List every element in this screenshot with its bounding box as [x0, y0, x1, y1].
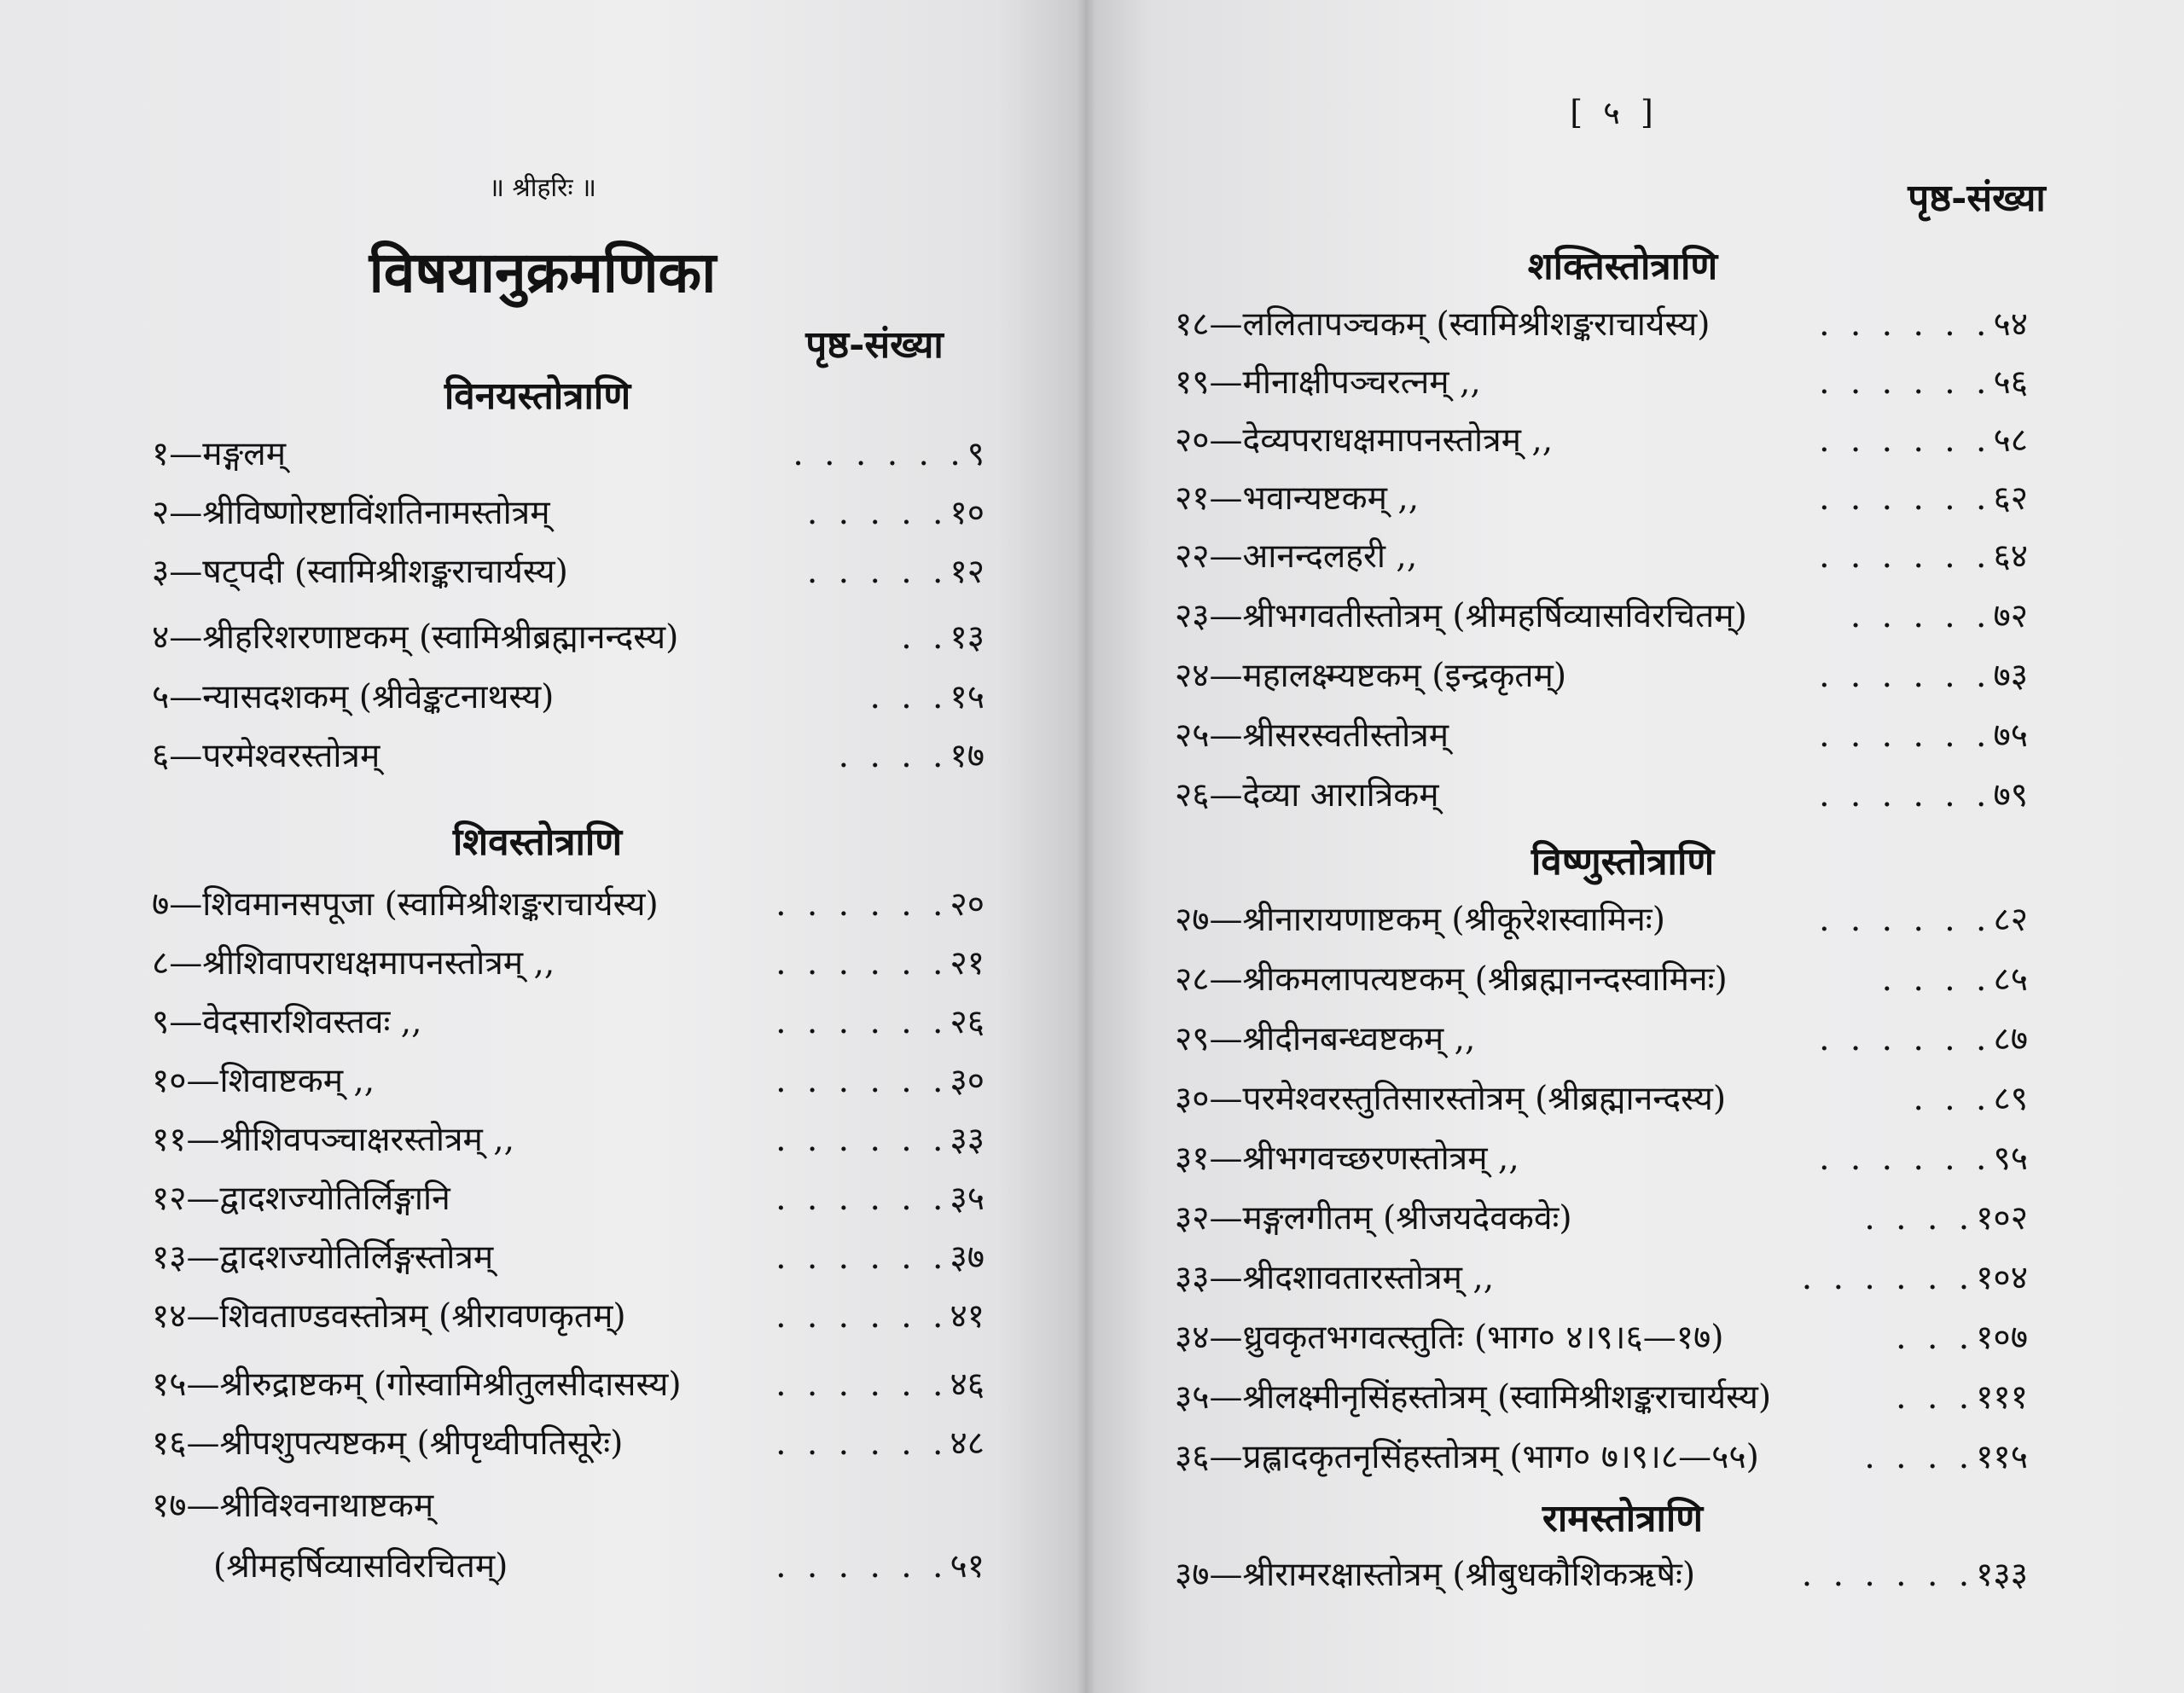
entry-title: २४—महालक्ष्म्यष्टकम् (इन्द्रकृतम्) — [1175, 657, 1567, 695]
entry-page: ६४ — [1993, 537, 2028, 576]
entry-page: १०४ — [1976, 1259, 2028, 1297]
toc-entry[interactable]: ३३—श्रीदशावतारस्तोत्रम् ,, . . . . . .१०४ — [1175, 1252, 2028, 1305]
entry-page: ८५ — [1993, 960, 2028, 999]
toc-entry[interactable]: १२—द्वादशज्योतिर्लिङ्गानि . . . . . .३५ — [152, 1173, 985, 1226]
entry-page: १० — [950, 494, 985, 532]
toc-entry[interactable]: २६—देव्या आरात्रिकम् . . . . . .७९ — [1175, 769, 2028, 822]
entry-title: ३१—श्रीभगवच्छरणस्तोत्रम् ,, — [1175, 1139, 1519, 1178]
toc-entry[interactable]: ८—श्रीशिवापराधक्षमापनस्तोत्रम् ,, . . . . . .२१ — [152, 937, 985, 990]
toc-entry[interactable]: २१—भवान्यष्टकम् ,, . . . . . .६२ — [1175, 473, 2028, 525]
toc-entry[interactable]: ९—वेदसारशिवस्तवः ,, . . . . . .२६ — [152, 996, 985, 1049]
entry-page: ११५ — [1976, 1438, 2028, 1476]
entry-page: ५६ — [1993, 363, 2028, 402]
entry-page: ७२ — [1993, 597, 2028, 635]
entry-title: २१—भवान्यष्टकम् ,, — [1175, 479, 1420, 518]
entry-page: १११ — [1976, 1378, 2028, 1417]
entry-title: ३४—ध्रुवकृतभगवत्स्तुतिः (भाग० ४।९।६—१७) — [1175, 1319, 1724, 1357]
entry-title: १७—श्रीविश्वनाथाष्टकम् — [152, 1487, 434, 1525]
entry-title: ११—श्रीशिवपञ्चाक्षरस्तोत्रम् ,, — [152, 1121, 515, 1159]
toc-entry[interactable]: १०—शिवाष्टकम् ,, . . . . . .३० — [152, 1055, 985, 1108]
entry-title: १५—श्रीरुद्राष्टकम् (गोस्वामिश्रीतुलसीदासस्य) — [152, 1365, 682, 1404]
entry-title: (श्रीमहर्षिव्यासविरचितम्) — [213, 1547, 508, 1586]
entry-title: ३३—श्रीदशावतारस्तोत्रम् ,, — [1175, 1259, 1495, 1297]
section-heading: रामस्तोत्राणि — [1542, 1497, 1704, 1540]
toc-entry[interactable]: २४—महालक्ष्म्यष्टकम् (इन्द्रकृतम्) . . . . . .७३ — [1175, 650, 2028, 703]
entry-page: ८२ — [1993, 901, 2028, 939]
entry-title: २२—आनन्दलहरी ,, — [1175, 537, 1418, 576]
section-heading: शक्तिस्तोत्राणि — [1527, 245, 1718, 288]
entry-page: ४८ — [950, 1424, 985, 1463]
entry-title: ७—शिवमानसपूजा (स्वामिश्रीशङ्कराचार्यस्य) — [152, 885, 659, 924]
entry-title: २८—श्रीकमलापत्यष्टकम् (श्रीब्रह्मानन्दस्वामिनः) — [1175, 960, 1728, 999]
entry-title: ६—परमेश्वरस्तोत्रम् — [152, 737, 380, 775]
toc-entry[interactable]: ३७—श्रीरामरक्षास्तोत्रम् (श्रीबुधकौशिकऋषेः) . . . . . .१३३ — [1175, 1549, 2028, 1602]
toc-entry[interactable]: २८—श्रीकमलापत्यष्टकम् (श्रीब्रह्मानन्दस्वामिनः) . . . .८५ — [1175, 954, 2028, 1006]
left-page — [0, 0, 1085, 1693]
section-heading: विष्णुस्तोत्राणि — [1531, 840, 1715, 884]
entry-page: ९५ — [1993, 1139, 2028, 1178]
entry-title: ३०—परमेश्वरस्तुतिसारस्तोत्रम् (श्रीब्रह्मानन्दस्य) — [1175, 1080, 1727, 1118]
entry-title: ३२—मङ्गलगीतम् (श्रीजयदेवकवेः) — [1175, 1199, 1572, 1238]
toc-entry[interactable]: ३६—प्रह्लादकृतनृसिंहस्तोत्रम् (भाग० ७।९।८—५५) . . . .११५ — [1175, 1431, 2028, 1484]
page-number-heading: पृष्ठ-संख्या — [805, 323, 944, 367]
book-gutter — [1077, 0, 1095, 1693]
toc-entry[interactable]: २३—श्रीभगवतीस्तोत्रम् (श्रीमहर्षिव्यासविरचितम्) . . . . .७२ — [1175, 590, 2028, 643]
entry-title: १२—द्वादशज्योतिर्लिङ्गानि — [152, 1180, 450, 1218]
entry-title: १४—शिवताण्डवस्तोत्रम् (श्रीरावणकृतम्) — [152, 1297, 626, 1336]
toc-entry[interactable]: १९—मीनाक्षीपञ्चरत्नम् ,, . . . . . .५६ — [1175, 357, 2028, 409]
entry-title: ३—षट्पदी (स्वामिश्रीशङ्कराचार्यस्य) — [152, 553, 568, 591]
toc-entry[interactable]: २२—आनन्दलहरी ,, . . . . . .६४ — [1175, 531, 2028, 583]
toc-entry[interactable]: ३१—श्रीभगवच्छरणस्तोत्रम् ,, . . . . . .९५ — [1175, 1133, 2028, 1186]
toc-entry[interactable]: ४—श्रीहरिशरणाष्टकम् (स्वामिश्रीब्रह्मानन्दस्य) . .१३ — [152, 612, 985, 664]
section-heading: विनयस्तोत्राणि — [444, 374, 631, 418]
entry-page: ६२ — [1993, 479, 2028, 518]
entry-page: २० — [950, 885, 985, 924]
entry-page: ३३ — [950, 1121, 985, 1159]
toc-entry[interactable]: २०—देव्यपराधक्षमापनस्तोत्रम् ,, . . . . . .५८ — [1175, 415, 2028, 467]
toc-entry[interactable]: ३०—परमेश्वरस्तुतिसारस्तोत्रम् (श्रीब्रह्मानन्दस्य) . . .८९ — [1175, 1073, 2028, 1126]
toc-entry[interactable]: १—मङ्गलम् . . . . . .९ — [152, 428, 985, 481]
toc-entry[interactable] — [152, 1480, 985, 1533]
toc-entry[interactable]: (श्रीमहर्षिव्यासविरचितम्) . . . . . .५१ — [213, 1540, 985, 1593]
entry-page: २१ — [950, 944, 985, 983]
entry-title: १—मङ्गलम् — [152, 435, 287, 473]
entry-title: २६—देव्या आरात्रिकम् — [1175, 776, 1439, 815]
entry-title: २५—श्रीसरस्वतीस्तोत्रम् — [1175, 716, 1449, 755]
entry-page: ५८ — [1993, 421, 2028, 460]
entry-title: २७—श्रीनारायणाष्टकम् (श्रीकूरेशस्वामिनः) — [1175, 901, 1665, 939]
toc-entry[interactable]: २९—श्रीदीनबन्ध्वष्टकम् ,, . . . . . .८७ — [1175, 1013, 2028, 1066]
entry-title: १८—ललितापञ्चकम् (स्वामिश्रीशङ्कराचार्यस्य) — [1175, 305, 1711, 344]
entry-title: ३६—प्रह्लादकृतनृसिंहस्तोत्रम् (भाग० ७।९।८—५५) — [1175, 1438, 1759, 1476]
entry-page: ९ — [967, 435, 985, 473]
page-title: विषयानुक्रमणिका — [369, 239, 717, 305]
page-number: [ ५ ] — [1570, 94, 1658, 131]
entry-title: ९—वेदसारशिवस्तवः ,, — [152, 1003, 422, 1041]
entry-title: ५—न्यासदशकम् (श्रीवेङ्कटनाथस्य) — [152, 678, 555, 716]
entry-page: १३३ — [1976, 1556, 2028, 1594]
entry-title: २३—श्रीभगवतीस्तोत्रम् (श्रीमहर्षिव्यासविरचितम्) — [1175, 597, 1747, 635]
entry-page: ३७ — [950, 1238, 985, 1277]
entry-title: १६—श्रीपशुपत्यष्टकम् (श्रीपृथ्वीपतिसूरेः) — [152, 1424, 624, 1463]
entry-page: २६ — [950, 1003, 985, 1041]
entry-page: १०२ — [1976, 1199, 2028, 1238]
toc-entry[interactable]: १६—श्रीपशुपत्यष्टकम् (श्रीपृथ्वीपतिसूरेः) . . . . . .४८ — [152, 1418, 985, 1470]
entry-title: १३—द्वादशज्योतिर्लिङ्गस्तोत्रम् — [152, 1238, 494, 1277]
section-heading: शिवस्तोत्राणि — [452, 820, 623, 864]
entry-title: २—श्रीविष्णोरष्टाविंशतिनामस्तोत्रम् — [152, 494, 550, 532]
toc-entry[interactable]: ५—न्यासदशकम् (श्रीवेङ्कटनाथस्य) . . .१५ — [152, 671, 985, 724]
toc-entry[interactable]: २—श्रीविष्णोरष्टाविंशतिनामस्तोत्रम् . . . . .१० — [152, 487, 985, 540]
toc-entry[interactable]: १५—श्रीरुद्राष्टकम् (गोस्वामिश्रीतुलसीदासस्य) . . . . . .४६ — [152, 1359, 985, 1412]
toc-entry[interactable]: २७—श्रीनारायणाष्टकम् (श्रीकूरेशस्वामिनः) . . . . . .८२ — [1175, 894, 2028, 947]
entry-title: ४—श्रीहरिशरणाष्टकम् (स्वामिश्रीब्रह्मानन्दस्य) — [152, 618, 679, 657]
entry-page: ५४ — [1993, 305, 2028, 344]
entry-page: ३५ — [950, 1180, 985, 1218]
entry-page: ४१ — [950, 1297, 985, 1336]
entry-page: ८७ — [1993, 1020, 2028, 1058]
entry-title: १०—शिवाष्टकम् ,, — [152, 1062, 375, 1100]
entry-title: ३५—श्रीलक्ष्मीनृसिंहस्तोत्रम् (स्वामिश्रीशङ्कराचार्यस्य) — [1175, 1378, 1772, 1417]
entry-page: ७९ — [1993, 776, 2028, 815]
entry-page: ५१ — [950, 1547, 985, 1586]
entry-page: १३ — [950, 618, 985, 657]
entry-title: १९—मीनाक्षीपञ्चरत्नम् ,, — [1175, 363, 1481, 402]
toc-entry[interactable]: ११—श्रीशिवपञ्चाक्षरस्तोत्रम् ,, . . . . . .३३ — [152, 1114, 985, 1167]
right-page — [1085, 0, 2184, 1693]
toc-entry[interactable]: ३४—ध्रुवकृतभगवत्स्तुतिः (भाग० ४।९।६—१७) . . .१०७ — [1175, 1312, 2028, 1365]
toc-entry[interactable]: १३—द्वादशज्योतिर्लिङ्गस्तोत्रम् . . . . . .३७ — [152, 1232, 985, 1284]
entry-page: १७ — [950, 737, 985, 775]
toc-entry[interactable]: १४—शिवताण्डवस्तोत्रम् (श्रीरावणकृतम्) . . . . . .४१ — [152, 1290, 985, 1343]
entry-title: २०—देव्यपराधक्षमापनस्तोत्रम् ,, — [1175, 421, 1554, 460]
invocation-text: ॥ श्रीहरिः ॥ — [488, 173, 597, 203]
entry-title: ३७—श्रीरामरक्षास्तोत्रम् (श्रीबुधकौशिकऋषेः) — [1175, 1556, 1696, 1594]
toc-entry[interactable]: १८—ललितापञ्चकम् (स्वामिश्रीशङ्कराचार्यस्य) . . . . . .५४ — [1175, 299, 2028, 351]
entry-page: ७५ — [1993, 716, 2028, 755]
entry-title: २९—श्रीदीनबन्ध्वष्टकम् ,, — [1175, 1020, 1476, 1058]
toc-entry[interactable]: २५—श्रीसरस्वतीस्तोत्रम् . . . . . .७५ — [1175, 710, 2028, 762]
toc-entry[interactable]: ३२—मङ्गलगीतम् (श्रीजयदेवकवेः) . . . .१०२ — [1175, 1192, 2028, 1245]
toc-entry[interactable]: ३५—श्रीलक्ष्मीनृसिंहस्तोत्रम् (स्वामिश्रीशङ्कराचार्यस्य) . . .१११ — [1175, 1371, 2028, 1424]
page-number-heading: पृष्ठ-संख्या — [1908, 177, 2046, 220]
toc-entry[interactable]: ६—परमेश्वरस्तोत्रम् . . . .१७ — [152, 730, 985, 783]
entry-page: १०७ — [1976, 1319, 2028, 1357]
entry-page: १५ — [950, 678, 985, 716]
toc-entry[interactable]: ३—षट्पदी (स्वामिश्रीशङ्कराचार्यस्य) . . . . .१२ — [152, 546, 985, 599]
entry-page: ४६ — [950, 1365, 985, 1404]
entry-title: ८—श्रीशिवापराधक्षमापनस्तोत्रम् ,, — [152, 944, 555, 983]
entry-page: १२ — [950, 553, 985, 591]
entry-page: ३० — [950, 1062, 985, 1100]
entry-page: ७३ — [1993, 657, 2028, 695]
toc-entry[interactable]: ७—शिवमानसपूजा (स्वामिश्रीशङ्कराचार्यस्य) . . . . . .२० — [152, 878, 985, 931]
entry-page: ८९ — [1993, 1080, 2028, 1118]
